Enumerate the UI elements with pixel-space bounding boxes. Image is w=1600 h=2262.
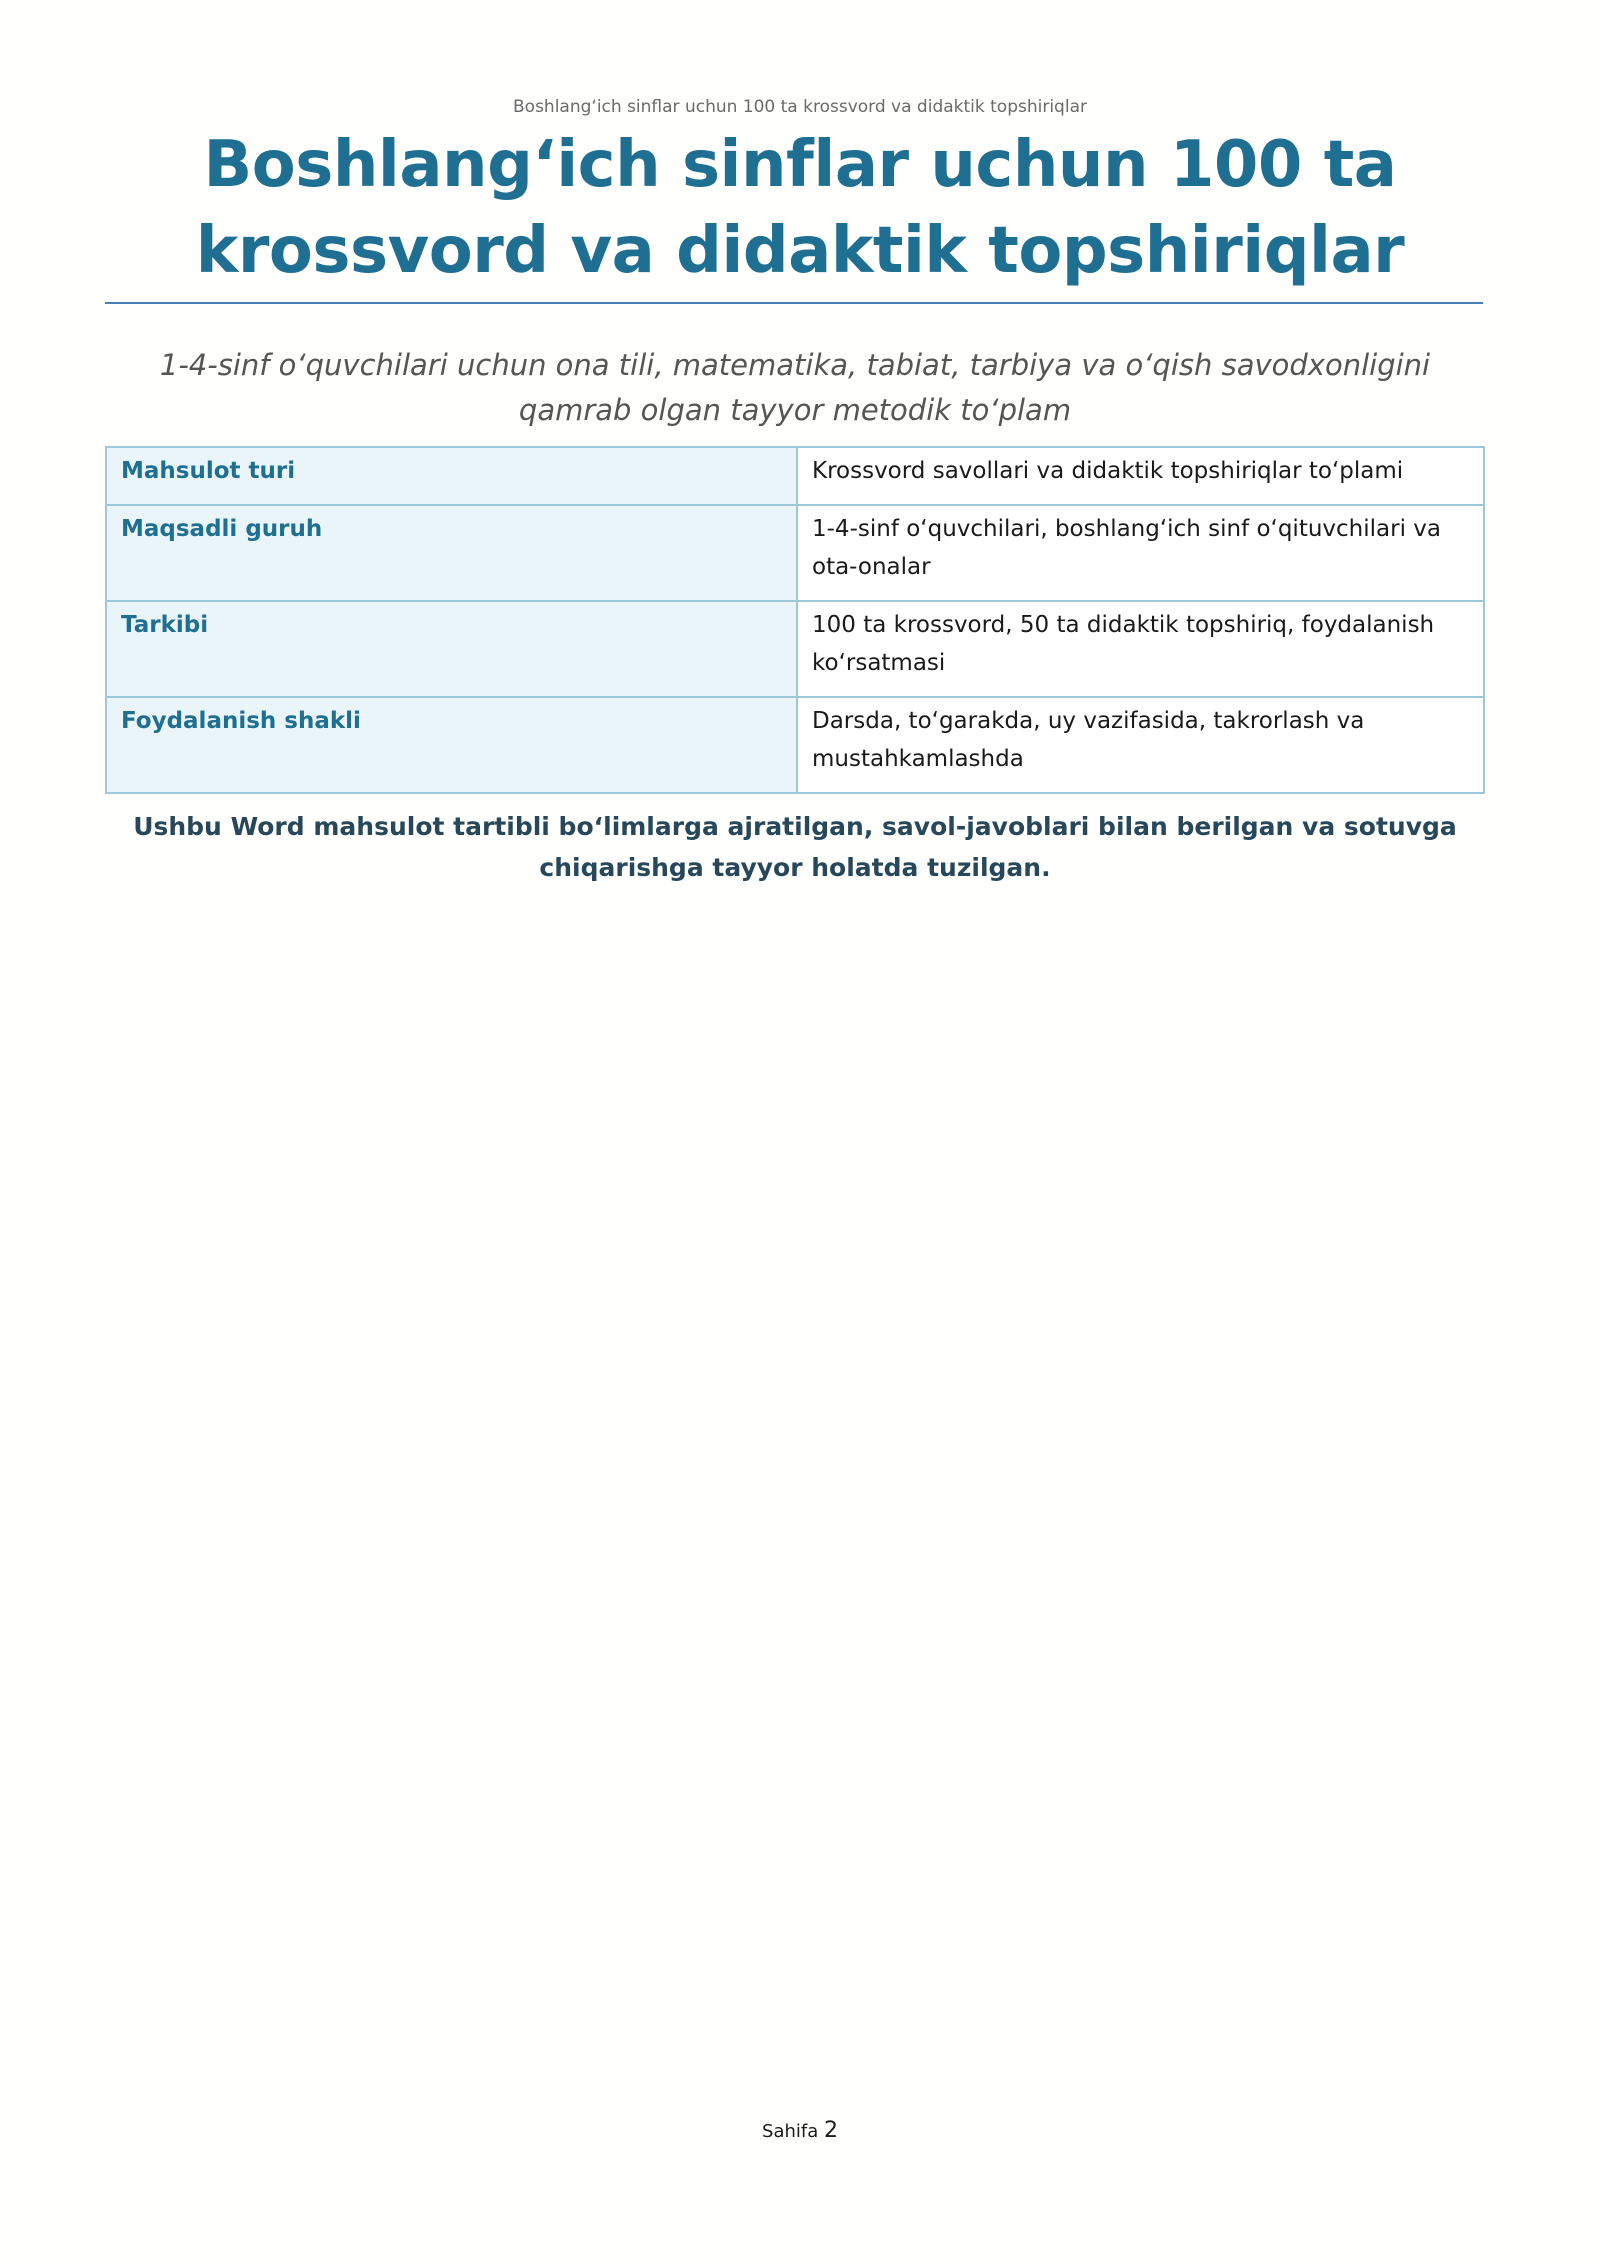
row-value: 1-4-sinf o‘quvchilari, boshlang‘ich sinf o‘qituvchilari va ota-onalar [797, 505, 1484, 601]
footer-page-label: Sahifa [762, 2121, 819, 2142]
page-footer [0, 2118, 1600, 2143]
row-value: Krossvord savollari va didaktik topshiriqlar to‘plami [797, 447, 1484, 505]
document-title: Boshlang‘ich sinflar uchun 100 ta krossvord va didaktik topshiriqlar [195, 128, 1405, 288]
row-label: Foydalanish shakli [106, 697, 797, 793]
product-info-table [105, 446, 1485, 794]
table-row [106, 447, 1484, 505]
row-label: Maqsadli guruh [106, 505, 797, 601]
title-divider [105, 302, 1483, 304]
table-row [106, 601, 1484, 697]
row-label: Mahsulot turi [106, 447, 797, 505]
document-subtitle: 1-4-sinf o‘quvchilari uchun ona tili, matematika, tabiat, tarbiya va o‘qish savodxonligini qamrab olgan tayyor metodik to‘plam [159, 348, 1431, 427]
footer-page-number: 2 [823, 2118, 838, 2143]
row-value: 100 ta krossvord, 50 ta didaktik topshiriq, foydalanish ko‘rsatmasi [797, 601, 1484, 697]
table-row [106, 697, 1484, 793]
table-row [106, 505, 1484, 601]
product-note: Ushbu Word mahsulot tartibli bo‘limlarga ajratilgan, savol-javoblari bilan berilgan va sotuvga chiqarishga tayyor holatda tuzilgan. [133, 812, 1457, 882]
running-header: Boshlang‘ich sinflar uchun 100 ta krossvord va didaktik topshiriqlar [513, 97, 1087, 117]
row-label: Tarkibi [106, 601, 797, 697]
row-value: Darsda, to‘garakda, uy vazifasida, takrorlash va mustahkamlashda [797, 697, 1484, 793]
